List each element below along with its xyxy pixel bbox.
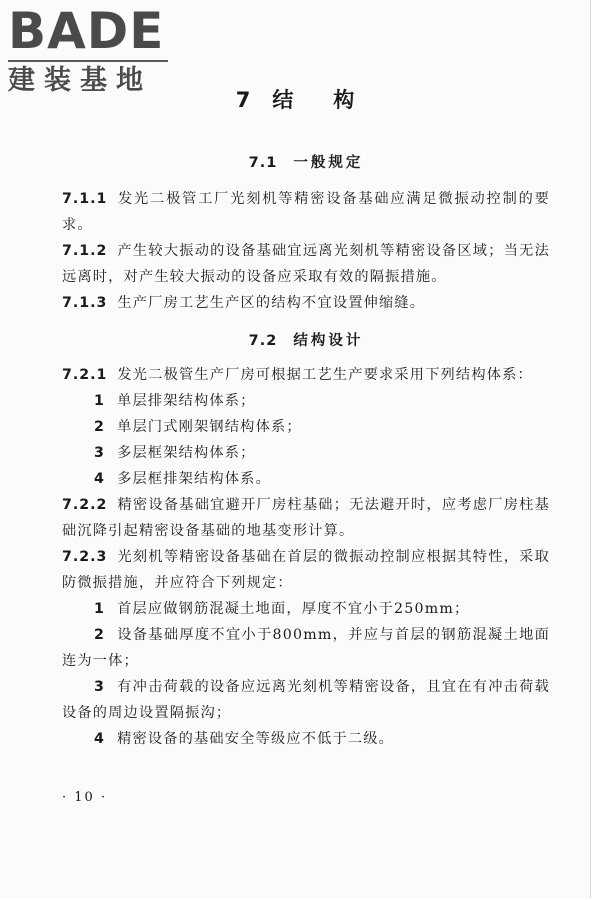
section-name: 一般规定 (293, 155, 364, 171)
clause-text: 光刻机等精密设备基础在首层的微振动控制应根据其特性，采取防微振措施，并应符合下列规定： (62, 549, 550, 591)
section-number: 7.1 (248, 155, 278, 171)
item-text: 多层框排架结构体系。 (117, 471, 271, 487)
list-item (62, 622, 550, 674)
clause-number: 7.1.1 (62, 191, 108, 207)
clause-7-1-3 (62, 290, 550, 316)
logo-divider (8, 60, 168, 62)
item-number: 1 (94, 601, 106, 617)
list-item (94, 596, 550, 622)
clause-number: 7.2.2 (62, 497, 108, 513)
clause-7-1-2 (62, 238, 550, 290)
item-text: 精密设备的基础安全等级应不低于二级。 (117, 731, 395, 747)
item-number: 4 (94, 731, 106, 747)
item-text: 多层框架结构体系； (117, 445, 256, 461)
clause-number: 7.2.1 (62, 367, 108, 383)
clause-7-1-1 (62, 186, 550, 238)
section-name: 结构设计 (293, 333, 364, 349)
logo-chinese-text: 建装基地 (8, 65, 152, 96)
clause-text: 发光二极管工厂光刻机等精密设备基础应满足微振动控制的要求。 (62, 191, 550, 233)
chapter-content (62, 150, 550, 752)
clause-7-2-3 (62, 544, 550, 596)
list-item (94, 388, 550, 414)
chapter-title (0, 84, 590, 114)
item-text: 单层排架结构体系； (117, 393, 256, 409)
item-number: 3 (94, 445, 106, 461)
item-number: 2 (94, 419, 106, 435)
item-number: 2 (94, 627, 106, 643)
clause-text: 产生较大振动的设备基础宜远离光刻机等精密设备区域；当无法远离时，对产生较大振动的设备应采取有效的隔振措施。 (62, 243, 550, 285)
item-text: 有冲击荷载的设备应远离光刻机等精密设备，且宜在有冲击荷载设备的周边设置隔振沟； (62, 679, 550, 721)
section-number: 7.2 (248, 333, 278, 349)
list-item (94, 726, 550, 752)
chapter-name: 结构 (272, 88, 395, 112)
clause-number: 7.1.3 (62, 295, 108, 311)
list-item (94, 414, 550, 440)
logo-latin-text: BADE (8, 2, 165, 60)
list-item (62, 674, 550, 726)
item-text: 首层应做钢筋混凝土地面，厚度不宜小于250mm； (117, 601, 470, 617)
clause-number: 7.1.2 (62, 243, 108, 259)
chapter-number: 7 (235, 88, 251, 112)
clause-7-2-1 (62, 362, 550, 388)
clause-text: 发光二极管生产厂房可根据工艺生产要求采用下列结构体系： (117, 367, 533, 383)
list-item (94, 466, 550, 492)
section-heading-7-2 (62, 328, 550, 354)
item-number: 3 (94, 679, 106, 695)
page-number: · 10 · (62, 790, 108, 805)
section-heading-7-1 (62, 150, 550, 176)
clause-7-2-2 (62, 492, 550, 544)
item-number: 4 (94, 471, 106, 487)
clause-text: 精密设备基础宜避开厂房柱基础；无法避开时，应考虑厂房柱基础沉降引起精密设备基础的地基变形计算。 (62, 497, 550, 539)
clause-number: 7.2.3 (62, 549, 108, 565)
item-number: 1 (94, 393, 106, 409)
item-text: 设备基础厚度不宜小于800mm，并应与首层的钢筋混凝土地面连为一体； (62, 627, 550, 669)
list-item (94, 440, 550, 466)
item-text: 单层门式刚架钢结构体系； (117, 419, 302, 435)
clause-text: 生产厂房工艺生产区的结构不宜设置伸缩缝。 (117, 295, 426, 311)
